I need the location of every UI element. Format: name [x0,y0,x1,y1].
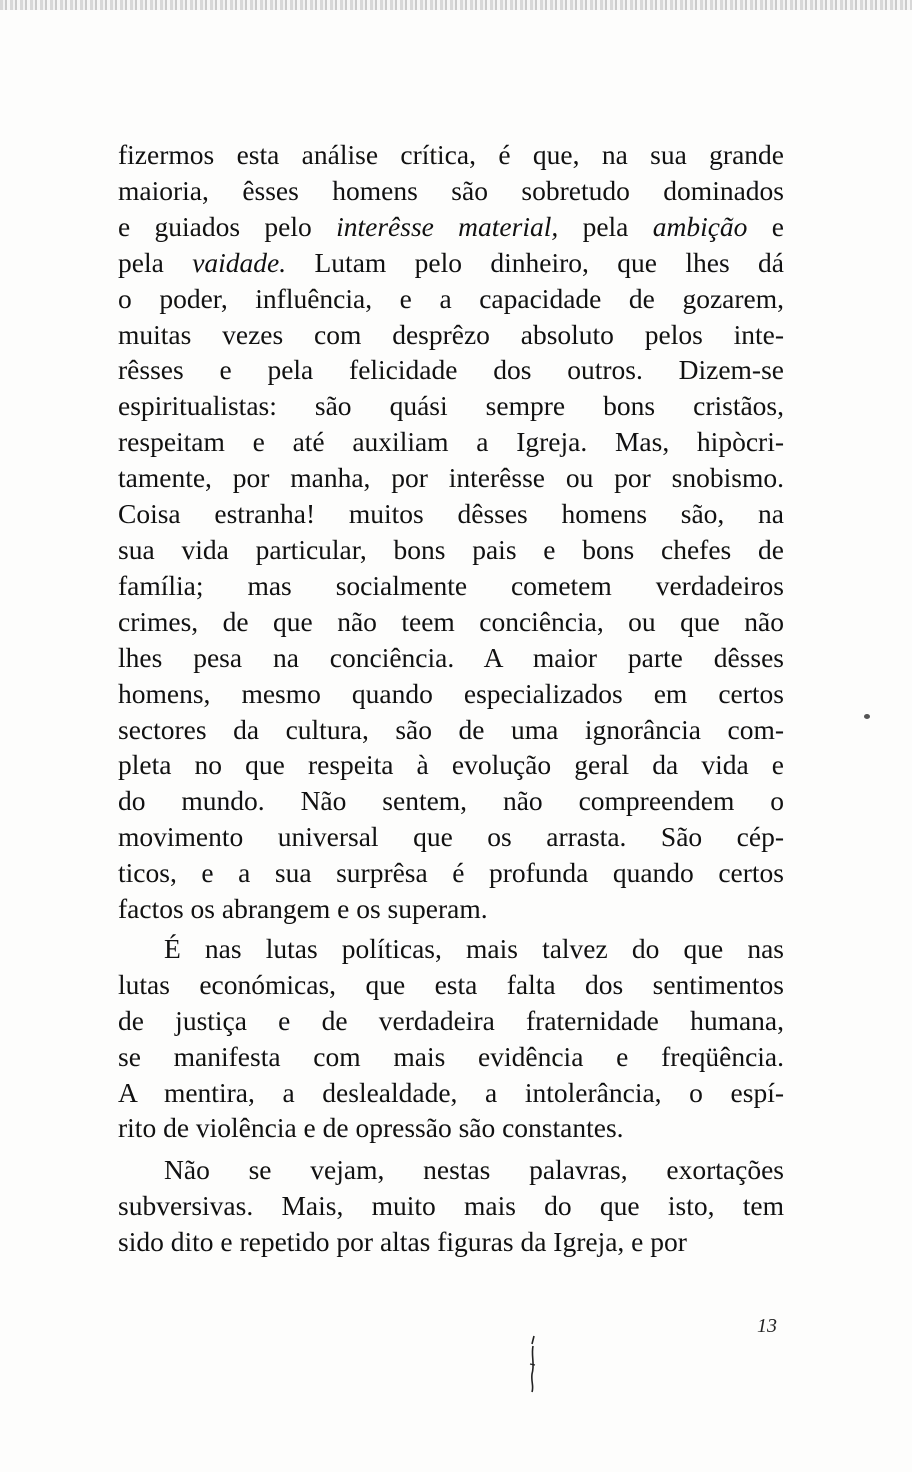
text-run: e [747,210,784,242]
text-line: espiritualistas: são quási sempre bons cristãos, [118,390,784,422]
page-number: 13 [757,1315,777,1337]
text-line: de justiça e de verdadeira fraternidade humana, [118,1004,784,1036]
italic-run: vaidade. [192,246,287,278]
text-line: lutas económicas, que esta falta dos sentimentos [118,968,784,1000]
text-line [118,209,784,245]
text-line: homens, mesmo quando especializados em certos [118,677,784,709]
text-line: movimento universal que os arrasta. São cép- [118,821,784,853]
text-line: rito de violência e de opressão são constantes. [118,1112,624,1144]
paragraph-3 [118,1152,784,1260]
scan-top-edge [0,0,912,10]
text-line: fizermos esta análise crítica, é que, na sua grande [118,139,784,170]
text-line: A mentira, a deslealdade, a intolerância, o espí- [118,1076,784,1108]
text-line: sectores da cultura, são de uma ignorância com- [118,713,784,745]
text-line: tamente, por manha, por interêsse ou por snobismo. [118,462,784,494]
text-line: ticos, e a sua surprêsa é profunda quando certos [118,857,784,889]
text-line: subversivas. Mais, muito mais do que isto, tem [118,1190,784,1222]
text-line: factos os abrangem e os superam. [118,893,488,925]
text-line: sido dito e repetido por altas figuras da Igreja, e por [118,1226,687,1258]
scan-speck [864,714,870,719]
text-line: pleta no que respeita à evolução geral da vida e [118,749,784,781]
text-line: muitas vezes com desprêzo absoluto pelos inte- [118,318,784,350]
text-run: pela [558,210,653,242]
text-line: o poder, influência, e a capacidade de gozarem, [118,282,784,314]
body-text [118,137,784,1260]
italic-run: ambição [652,210,748,242]
text-line [118,245,784,281]
text-line: rêsses e pela felicidade dos outros. Dizem-se [118,354,784,386]
text-run: e guiados pelo [118,210,337,242]
text-line: respeitam e até auxiliam a Igreja. Mas, hipòcri- [118,426,784,458]
text-line: família; mas socialmente cometem verdadeiros [118,569,784,601]
text-line: É nas lutas políticas, mais talvez do que nas [164,932,784,964]
paragraph-2 [118,931,784,1146]
text-line: lhes pesa na conciência. A maior parte dêsses [118,641,784,673]
paragraph-1 [118,137,784,927]
text-line: Não se vejam, nestas palavras, exortações [164,1154,784,1186]
text-line: crimes, de que não teem conciência, ou que não [118,605,784,637]
text-line: Coisa estranha! muitos dêsses homens são, na [118,498,784,530]
italic-run: interêsse material, [336,210,559,242]
text-line: maioria, êsses homens são sobretudo dominados [118,174,784,206]
text-line: do mundo. Não sentem, não compreendem o [118,785,784,817]
signature-mark [526,1334,540,1394]
text-line: sua vida particular, bons pais e bons chefes de [118,533,784,565]
text-line: se manifesta com mais evidência e freqüência. [118,1040,784,1072]
text-run: pela [118,246,193,278]
text-run: Lutam pelo dinheiro, que lhes dá [286,246,784,278]
